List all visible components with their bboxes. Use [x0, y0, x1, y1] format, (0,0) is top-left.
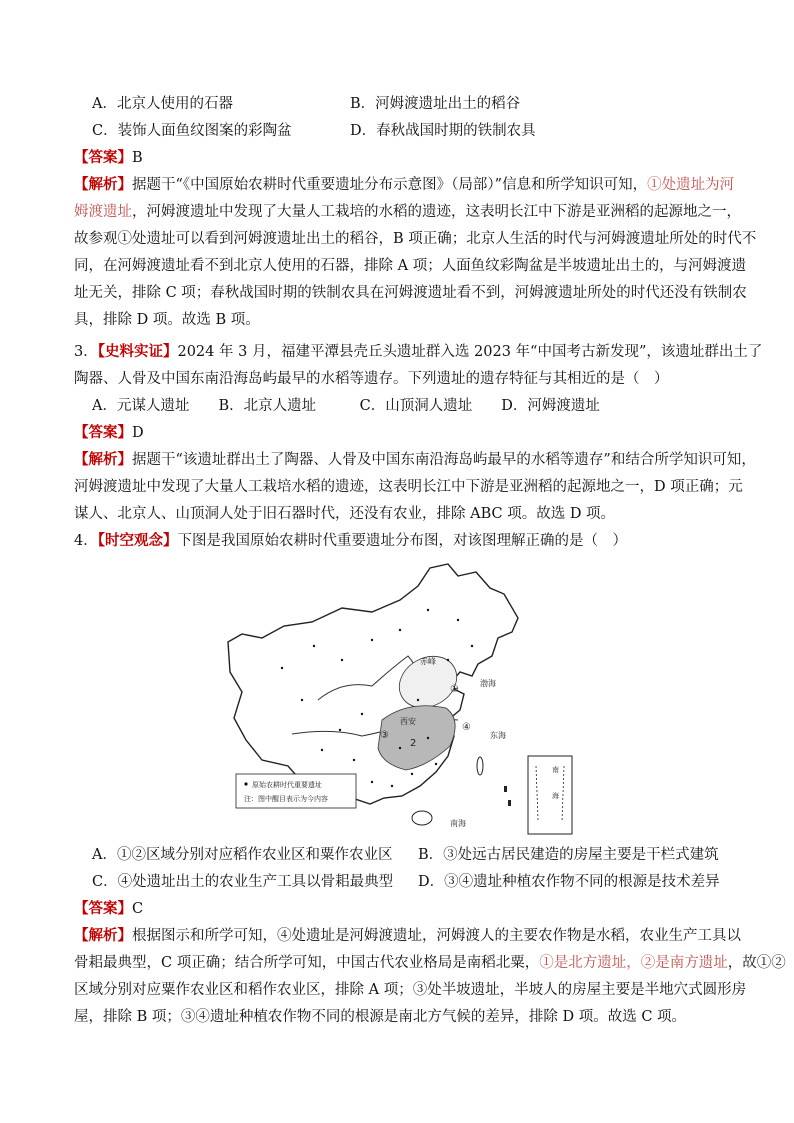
answer-label: 【答案】 [74, 900, 132, 917]
stem-text: 下图是我国原始农耕时代重要遗址分布图，对该图理解正确的是（ ） [177, 533, 627, 549]
q2-option-b: B．河姆渡遗址出土的稻谷 [350, 96, 521, 112]
answer-value: D [132, 425, 144, 441]
q2-analysis-line-3: 故参观①处遗址可以看到河姆渡遗址出土的稻谷，B 项正确；北京人生活的时代与河姆渡遗址所处的时代不 [74, 231, 757, 247]
q2-option-d: D．春秋战国时期的铁制农具 [350, 123, 536, 139]
analysis-highlight: ①是北方遗址，②是南方遗址 [539, 955, 728, 971]
q2-analysis-line-5: 址无关，排除 C 项；春秋战国时期的铁制农具在河姆渡遗址看不到，河姆渡遗址所处的时代还没有铁制农 [74, 285, 747, 301]
answer-label: 【答案】 [74, 424, 132, 441]
legend-note: 注：图中醒目表示为今内容 [244, 795, 328, 803]
analysis-highlight: ①处遗址为河 [647, 177, 735, 193]
answer-value: B [132, 150, 143, 166]
region-3-label: ③ [380, 730, 389, 741]
analysis-text: ，故①② [727, 955, 786, 971]
q3-stem-line-1 [74, 342, 763, 362]
label-bohai: 渤海 [480, 679, 496, 688]
analysis-highlight: 姆渡遗址 [74, 204, 132, 220]
q4-option-b: B．③处远古居民建造的房屋主要是干栏式建筑 [418, 847, 719, 863]
q3-stem-line-2: 陶器、人骨及中国东南沿海岛屿最早的水稻等遗存。下列遗址的遗存特征与其相近的是（ ） [74, 371, 669, 387]
analysis-text: 根据图示和所学可知，④处遗址是河姆渡遗址，河姆渡人的主要农作物是水稻，农业生产工具以 [132, 928, 741, 944]
region-2-label: 2 [410, 738, 417, 749]
q4-analysis-line-3: 区域分别对应粟作农业区和稻作农业区，排除 A 项；③处半坡遗址，半坡人的房屋主要是半地穴式圆形房 [74, 982, 747, 998]
label-nanhai: 南海 [450, 819, 466, 828]
hainan-island [412, 811, 432, 825]
legend-sites: 原始农耕时代重要遗址 [252, 781, 322, 789]
analysis-text: 据题干“该遗址群出土了陶器、人骨及中国东南沿海岛屿最早的水稻等遗存”和结合所学知识可知， [132, 452, 756, 468]
q3-analysis-line-2: 河姆渡遗址中发现了大量人工栽培水稻的遗迹，这表明长江中下游是亚洲稻的起源地之一，D 项正确；元 [74, 479, 743, 495]
q3-answer [74, 423, 724, 443]
q4-analysis-line-1 [74, 926, 741, 946]
q4-option-a: A．①②区域分别对应稻作农业区和粟作农业区 [92, 847, 393, 863]
q3-analysis-line-1 [74, 450, 756, 470]
analysis-text: 骨耜最典型，C 项正确；结合所学可知，中国古代农业格局是南稻北粟， [74, 955, 540, 971]
map-inset [528, 756, 572, 834]
question-tag: 【史料实证】 [97, 343, 178, 360]
inset-label-1: 南 [552, 766, 559, 774]
q4-answer [74, 899, 724, 919]
q2-analysis-line-6: 具，排除 D 项。故选 B 项。 [74, 312, 260, 328]
stem-text: 2024 年 3 月，福建平潭县壳丘头遗址群入选 2023 年“中国考古新发现”，该遗址群出土了 [177, 344, 763, 360]
q2-analysis-line-1 [74, 175, 735, 195]
label-chifeng: 赤峰 [420, 657, 436, 666]
answer-value: C [132, 901, 144, 917]
q4-stem [74, 531, 724, 551]
answer-label: 【答案】 [74, 149, 132, 166]
q2-answer [74, 148, 724, 168]
taiwan-island [477, 757, 483, 775]
q4-option-d: D．③④遗址种植农作物不同的根源是技术差异 [418, 874, 720, 890]
q2-analysis-line-4: 同，在河姆渡遗址看不到北京人使用的石器，排除 A 项；人面鱼纹彩陶盆是半坡遗址出土的，与河姆渡遗 [74, 258, 747, 274]
q4-analysis-line-4: 屋，排除 B 项；③④遗址种植农作物不同的根源是南北方气候的差异，排除 D 项。故选 C 项。 [74, 1009, 687, 1025]
q2-option-a: A．北京人使用的石器 [92, 96, 233, 112]
analysis-label: 【解析】 [74, 176, 132, 193]
analysis-text: ，河姆渡遗址中发现了大量人工栽培的水稻的遗迹，这表明长江中下游是亚洲稻的起源地之一， [132, 204, 741, 220]
q3-options: A．元谋人遗址 B．北京人遗址 C．山顶洞人遗址 D．河姆渡遗址 [92, 398, 600, 414]
region-1-label: ① [450, 684, 459, 695]
question-tag: 【时空观念】 [97, 532, 178, 549]
inset-label-2: 海 [552, 792, 559, 800]
q4-analysis-line-2 [74, 953, 786, 973]
label-xian: 西安 [400, 717, 416, 726]
analysis-text: 据题干“《中国原始农耕时代重要遗址分布示意图》（局部）”信息和所学知识可知， [132, 177, 648, 193]
region-4-label: ④ [462, 722, 471, 733]
q2-analysis-line-2 [74, 202, 741, 222]
label-donghai: 东海 [490, 731, 506, 740]
q3-analysis-line-3: 谋人、北京人、山顶洞人处于旧石器时代，还没有农业，排除 ABC 项。故选 D 项。 [74, 506, 616, 522]
china-map [222, 560, 578, 838]
analysis-label: 【解析】 [74, 927, 132, 944]
question-number: 4． [74, 533, 98, 549]
q4-option-c: C．④处遗址出土的农业生产工具以骨耜最典型 [92, 874, 394, 890]
analysis-label: 【解析】 [74, 451, 132, 468]
q2-option-c: C．装饰人面鱼纹图案的彩陶盆 [92, 123, 292, 139]
question-number: 3． [74, 344, 98, 360]
